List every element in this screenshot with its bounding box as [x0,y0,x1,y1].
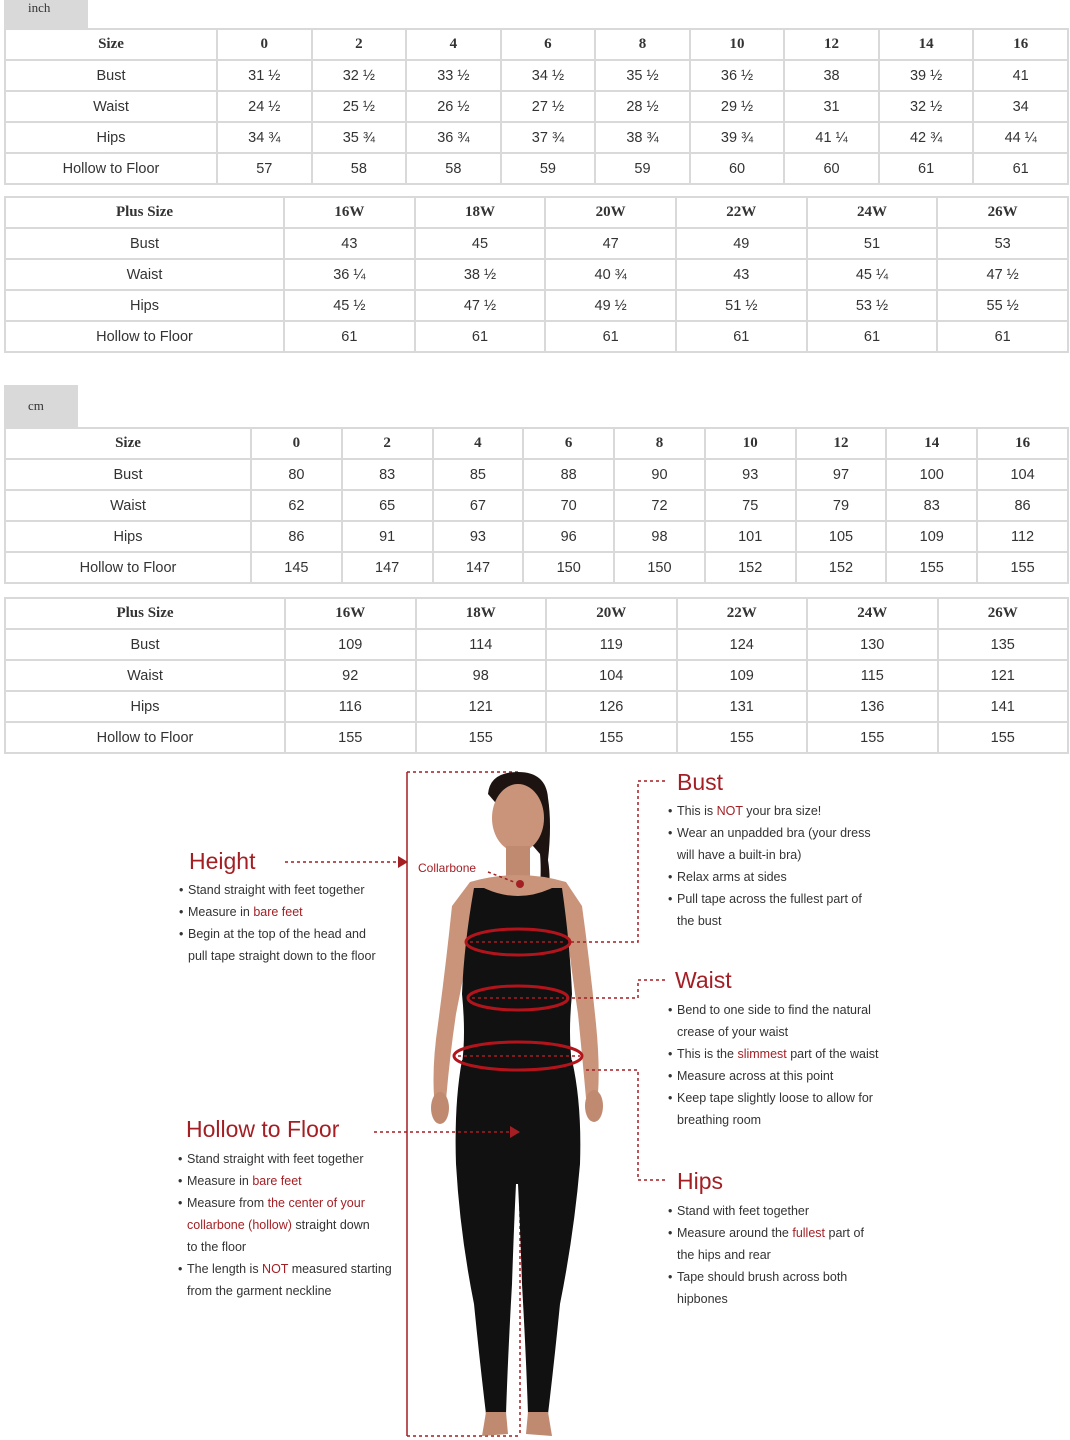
table-cell: 155 [416,722,547,753]
size-column-header: 16 [973,29,1068,60]
instruction-line [668,1109,908,1131]
table-cell: 98 [416,660,547,691]
table-cell: 61 [937,321,1068,352]
table-cell: 152 [705,552,796,583]
instruction-text: Measure in [187,1174,253,1188]
instruction-text: measured starting [288,1262,392,1276]
table-cell: 53 ½ [807,290,938,321]
table-cell: 35 ¾ [312,122,407,153]
row-label: Hips [5,521,251,552]
table-cell: 96 [523,521,614,552]
table-row [5,722,1068,753]
table-cell: 101 [705,521,796,552]
inch-plus-size-table [4,196,1069,353]
table-cell: 24 ½ [217,91,312,122]
instruction-line [668,1200,908,1222]
row-label: Hollow to Floor [5,552,251,583]
table-cell: 33 ½ [406,60,501,91]
table-cell: 126 [546,691,677,722]
table-cell: 42 ¾ [879,122,974,153]
size-column-header: 16 [977,428,1068,459]
instruction-text: Measure around the [677,1226,793,1240]
table-cell: 39 ¾ [690,122,785,153]
instruction-text: from the garment neckline [187,1284,332,1298]
table-cell: 61 [676,321,807,352]
size-column-header: 6 [523,428,614,459]
table-cell: 91 [342,521,433,552]
table-cell: 45 ¼ [807,259,938,290]
row-label: Bust [5,459,251,490]
instruction-line [668,1288,908,1310]
collarbone-label: Collarbone [418,861,477,875]
row-label: Hollow to Floor [5,321,284,352]
header-row [5,29,1068,60]
table-cell: 28 ½ [595,91,690,122]
table-cell: 67 [433,490,524,521]
instruction-text: Bend to one side to find the natural [677,1003,871,1017]
table-cell: 86 [251,521,342,552]
table-cell: 104 [977,459,1068,490]
hips-instructions [668,1200,908,1310]
table-cell: 39 ½ [879,60,974,91]
table-cell: 45 ½ [284,290,415,321]
instruction-text: Relax arms at sides [677,870,787,884]
table-cell: 93 [433,521,524,552]
table-row [5,660,1068,691]
size-column-header: 2 [342,428,433,459]
table-cell: 58 [312,153,407,184]
table-row [5,228,1068,259]
table-cell: 26 ½ [406,91,501,122]
table-cell: 61 [973,153,1068,184]
waist-instructions [668,999,908,1131]
table-cell: 79 [796,490,887,521]
table-cell: 92 [285,660,416,691]
size-column-header: 24W [807,197,938,228]
row-label: Hollow to Floor [5,153,217,184]
row-label: Hips [5,122,217,153]
table-cell: 155 [285,722,416,753]
instruction-text: Measure across at this point [677,1069,834,1083]
table-cell: 38 ½ [415,259,546,290]
instruction-text: crease of your waist [677,1025,789,1039]
table-cell: 98 [614,521,705,552]
table-row [5,552,1068,583]
table-cell: 150 [523,552,614,583]
model-figure-illustration [0,764,1070,1440]
bust-instructions [668,800,908,932]
table-cell: 43 [676,259,807,290]
table-cell: 155 [938,722,1069,753]
table-cell: 112 [977,521,1068,552]
table-cell: 90 [614,459,705,490]
size-column-header: 24W [807,598,938,629]
instruction-text: Tape should brush across both [677,1270,848,1284]
hollow-to-floor-title: Hollow to Floor [186,1116,340,1142]
table-cell: 25 ½ [312,91,407,122]
table-cell: 109 [677,660,808,691]
table-cell: 109 [285,629,416,660]
table-cell: 130 [807,629,938,660]
collarbone-marker [516,880,524,888]
size-column-header: 14 [879,29,974,60]
instruction-text: NOT [262,1262,289,1276]
instruction-line [178,1258,418,1280]
table-cell: 152 [796,552,887,583]
table-cell: 53 [937,228,1068,259]
table-cell: 136 [807,691,938,722]
table-cell: 38 ¾ [595,122,690,153]
table-row [5,259,1068,290]
table-cell: 61 [807,321,938,352]
instruction-text: bare feet [253,905,303,919]
instruction-line [178,1192,418,1214]
table-row [5,629,1068,660]
header-row [5,428,1068,459]
row-label: Bust [5,629,285,660]
table-cell: 72 [614,490,705,521]
size-column-header: 16W [284,197,415,228]
hollow-to-floor-instructions [178,1148,418,1302]
table-cell: 45 [415,228,546,259]
instruction-text: the bust [677,914,722,928]
table-cell: 150 [614,552,705,583]
instruction-text: fullest [792,1226,826,1240]
instruction-line [668,1244,908,1266]
table-cell: 88 [523,459,614,490]
size-column-header: 22W [676,197,807,228]
size-column-header: 14 [886,428,977,459]
table-cell: 155 [977,552,1068,583]
instruction-text: bare feet [252,1174,302,1188]
instruction-text: NOT [716,804,743,818]
instruction-text: This is the [677,1047,738,1061]
table-cell: 37 ¾ [501,122,596,153]
table-cell: 119 [546,629,677,660]
instruction-text: straight down [291,1218,370,1232]
table-cell: 51 [807,228,938,259]
table-row [5,321,1068,352]
instruction-line [179,945,409,967]
row-label: Waist [5,660,285,691]
size-header: Size [5,428,251,459]
table-row [5,521,1068,552]
table-cell: 105 [796,521,887,552]
size-column-header: 26W [938,598,1069,629]
table-cell: 55 ½ [937,290,1068,321]
row-label: Bust [5,228,284,259]
size-column-header: 10 [705,428,796,459]
instruction-text: part of the waist [786,1047,879,1061]
table-cell: 47 ½ [937,259,1068,290]
table-cell: 31 [784,91,879,122]
table-cell: 32 ½ [879,91,974,122]
table-cell: 61 [284,321,415,352]
instruction-line [668,1043,908,1065]
table-cell: 65 [342,490,433,521]
instruction-text: slimmest [737,1047,787,1061]
table-cell: 93 [705,459,796,490]
table-cell: 86 [977,490,1068,521]
instruction-line [668,910,908,932]
size-column-header: 12 [796,428,887,459]
size-column-header: 20W [546,598,677,629]
table-cell: 83 [342,459,433,490]
instruction-line [668,1021,908,1043]
instruction-text: your bra size! [742,804,822,818]
instruction-line [668,866,908,888]
table-cell: 116 [285,691,416,722]
table-cell: 59 [501,153,596,184]
instruction-text: The length is [187,1262,263,1276]
table-cell: 100 [886,459,977,490]
table-cell: 115 [807,660,938,691]
table-cell: 121 [416,691,547,722]
size-column-header: 22W [677,598,808,629]
table-cell: 124 [677,629,808,660]
table-cell: 75 [705,490,796,521]
table-cell: 155 [886,552,977,583]
instruction-line [668,1222,908,1244]
table-cell: 97 [796,459,887,490]
instruction-text: Keep tape slightly loose to allow for [677,1091,873,1105]
table-cell: 80 [251,459,342,490]
table-cell: 32 ½ [312,60,407,91]
size-column-header: 8 [595,29,690,60]
table-cell: 147 [433,552,524,583]
instruction-text: Stand with feet together [677,1204,810,1218]
table-cell: 41 ¼ [784,122,879,153]
table-cell: 57 [217,153,312,184]
table-cell: 62 [251,490,342,521]
instruction-text: This is [677,804,717,818]
table-row [5,691,1068,722]
instruction-text: collarbone (hollow) [187,1218,292,1232]
size-header: Size [5,29,217,60]
table-cell: 135 [938,629,1069,660]
size-column-header: 6 [501,29,596,60]
table-cell: 141 [938,691,1069,722]
instruction-line [178,1236,418,1258]
instruction-text: the hips and rear [677,1248,771,1262]
table-cell: 49 [676,228,807,259]
row-label: Hips [5,691,285,722]
instruction-line [668,1087,908,1109]
row-label: Bust [5,60,217,91]
instruction-line [668,888,908,910]
row-label: Waist [5,91,217,122]
instruction-text: Pull tape across the fullest part of [677,892,862,906]
table-cell: 27 ½ [501,91,596,122]
table-cell: 147 [342,552,433,583]
table-cell: 155 [677,722,808,753]
table-cell: 36 ¾ [406,122,501,153]
instruction-text: Begin at the top of the head and [188,927,366,941]
table-cell: 49 ½ [545,290,676,321]
height-title: Height [189,848,256,874]
table-row [5,122,1068,153]
size-column-header: 20W [545,197,676,228]
instruction-text: breathing room [677,1113,762,1127]
table-cell: 31 ½ [217,60,312,91]
header-row [5,598,1068,629]
measurement-guide [0,764,1070,1440]
instruction-line [668,1065,908,1087]
instruction-text: Measure from [187,1196,268,1210]
instruction-text: hipbones [677,1292,728,1306]
table-cell: 47 [545,228,676,259]
unit-tab-inch: inch [4,0,88,28]
instruction-line [668,844,908,866]
table-cell: 44 ¼ [973,122,1068,153]
inch-standard-size-table [4,28,1069,185]
size-column-header: 4 [406,29,501,60]
instruction-line [668,999,908,1021]
size-column-header: 0 [217,29,312,60]
instruction-line [179,923,409,945]
size-column-header: 18W [415,197,546,228]
table-cell: 83 [886,490,977,521]
table-row [5,153,1068,184]
size-column-header: 0 [251,428,342,459]
table-cell: 40 ¾ [545,259,676,290]
instruction-text: to the floor [187,1240,247,1254]
row-label: Hips [5,290,284,321]
waist-title: Waist [675,967,732,993]
table-cell: 114 [416,629,547,660]
table-cell: 109 [886,521,977,552]
table-cell: 155 [546,722,677,753]
table-cell: 36 ¼ [284,259,415,290]
cm-plus-size-table [4,597,1069,754]
size-column-header: 16W [285,598,416,629]
table-cell: 34 ½ [501,60,596,91]
instruction-line [179,879,409,901]
table-cell: 58 [406,153,501,184]
instruction-line [178,1214,418,1236]
instruction-text: Wear an unpadded bra (your dress [677,826,871,840]
instruction-text: Stand straight with feet together [187,1152,364,1166]
table-cell: 131 [677,691,808,722]
instruction-text: Measure in [188,905,254,919]
instruction-text: the center of your [267,1196,365,1210]
instruction-line [668,822,908,844]
size-header: Plus Size [5,197,284,228]
table-cell: 61 [545,321,676,352]
instruction-text: will have a built-in bra) [677,848,802,862]
table-cell: 155 [807,722,938,753]
table-cell: 104 [546,660,677,691]
size-column-header: 12 [784,29,879,60]
table-cell: 36 ½ [690,60,785,91]
row-label: Waist [5,259,284,290]
instruction-line [178,1148,418,1170]
table-cell: 61 [415,321,546,352]
instruction-text: Stand straight with feet together [188,883,365,897]
size-column-header: 8 [614,428,705,459]
instruction-text: part of [825,1226,864,1240]
size-column-header: 26W [937,197,1068,228]
instruction-line [178,1280,418,1302]
size-header: Plus Size [5,598,285,629]
table-row [5,290,1068,321]
table-cell: 60 [784,153,879,184]
table-cell: 35 ½ [595,60,690,91]
hips-title: Hips [677,1168,724,1194]
table-cell: 34 [973,91,1068,122]
table-cell: 34 ¾ [217,122,312,153]
table-cell: 59 [595,153,690,184]
table-cell: 70 [523,490,614,521]
table-cell: 121 [938,660,1069,691]
table-cell: 41 [973,60,1068,91]
row-label: Waist [5,490,251,521]
size-column-header: 10 [690,29,785,60]
table-row [5,60,1068,91]
table-cell: 145 [251,552,342,583]
row-label: Hollow to Floor [5,722,285,753]
cm-standard-size-table [4,427,1069,584]
table-cell: 51 ½ [676,290,807,321]
table-cell: 47 ½ [415,290,546,321]
size-column-header: 18W [416,598,547,629]
table-cell: 60 [690,153,785,184]
instruction-text: pull tape straight down to the floor [188,949,376,963]
size-column-header: 4 [433,428,524,459]
table-cell: 43 [284,228,415,259]
table-row [5,490,1068,521]
bust-title: Bust [677,769,724,795]
instruction-line [178,1170,418,1192]
table-row [5,459,1068,490]
table-cell: 85 [433,459,524,490]
instruction-line [668,800,908,822]
instruction-line [179,901,409,923]
unit-tab-cm: cm [4,385,78,427]
height-instructions [179,879,409,967]
table-cell: 61 [879,153,974,184]
header-row [5,197,1068,228]
instruction-line [668,1266,908,1288]
table-cell: 29 ½ [690,91,785,122]
table-cell: 38 [784,60,879,91]
table-row [5,91,1068,122]
size-column-header: 2 [312,29,407,60]
